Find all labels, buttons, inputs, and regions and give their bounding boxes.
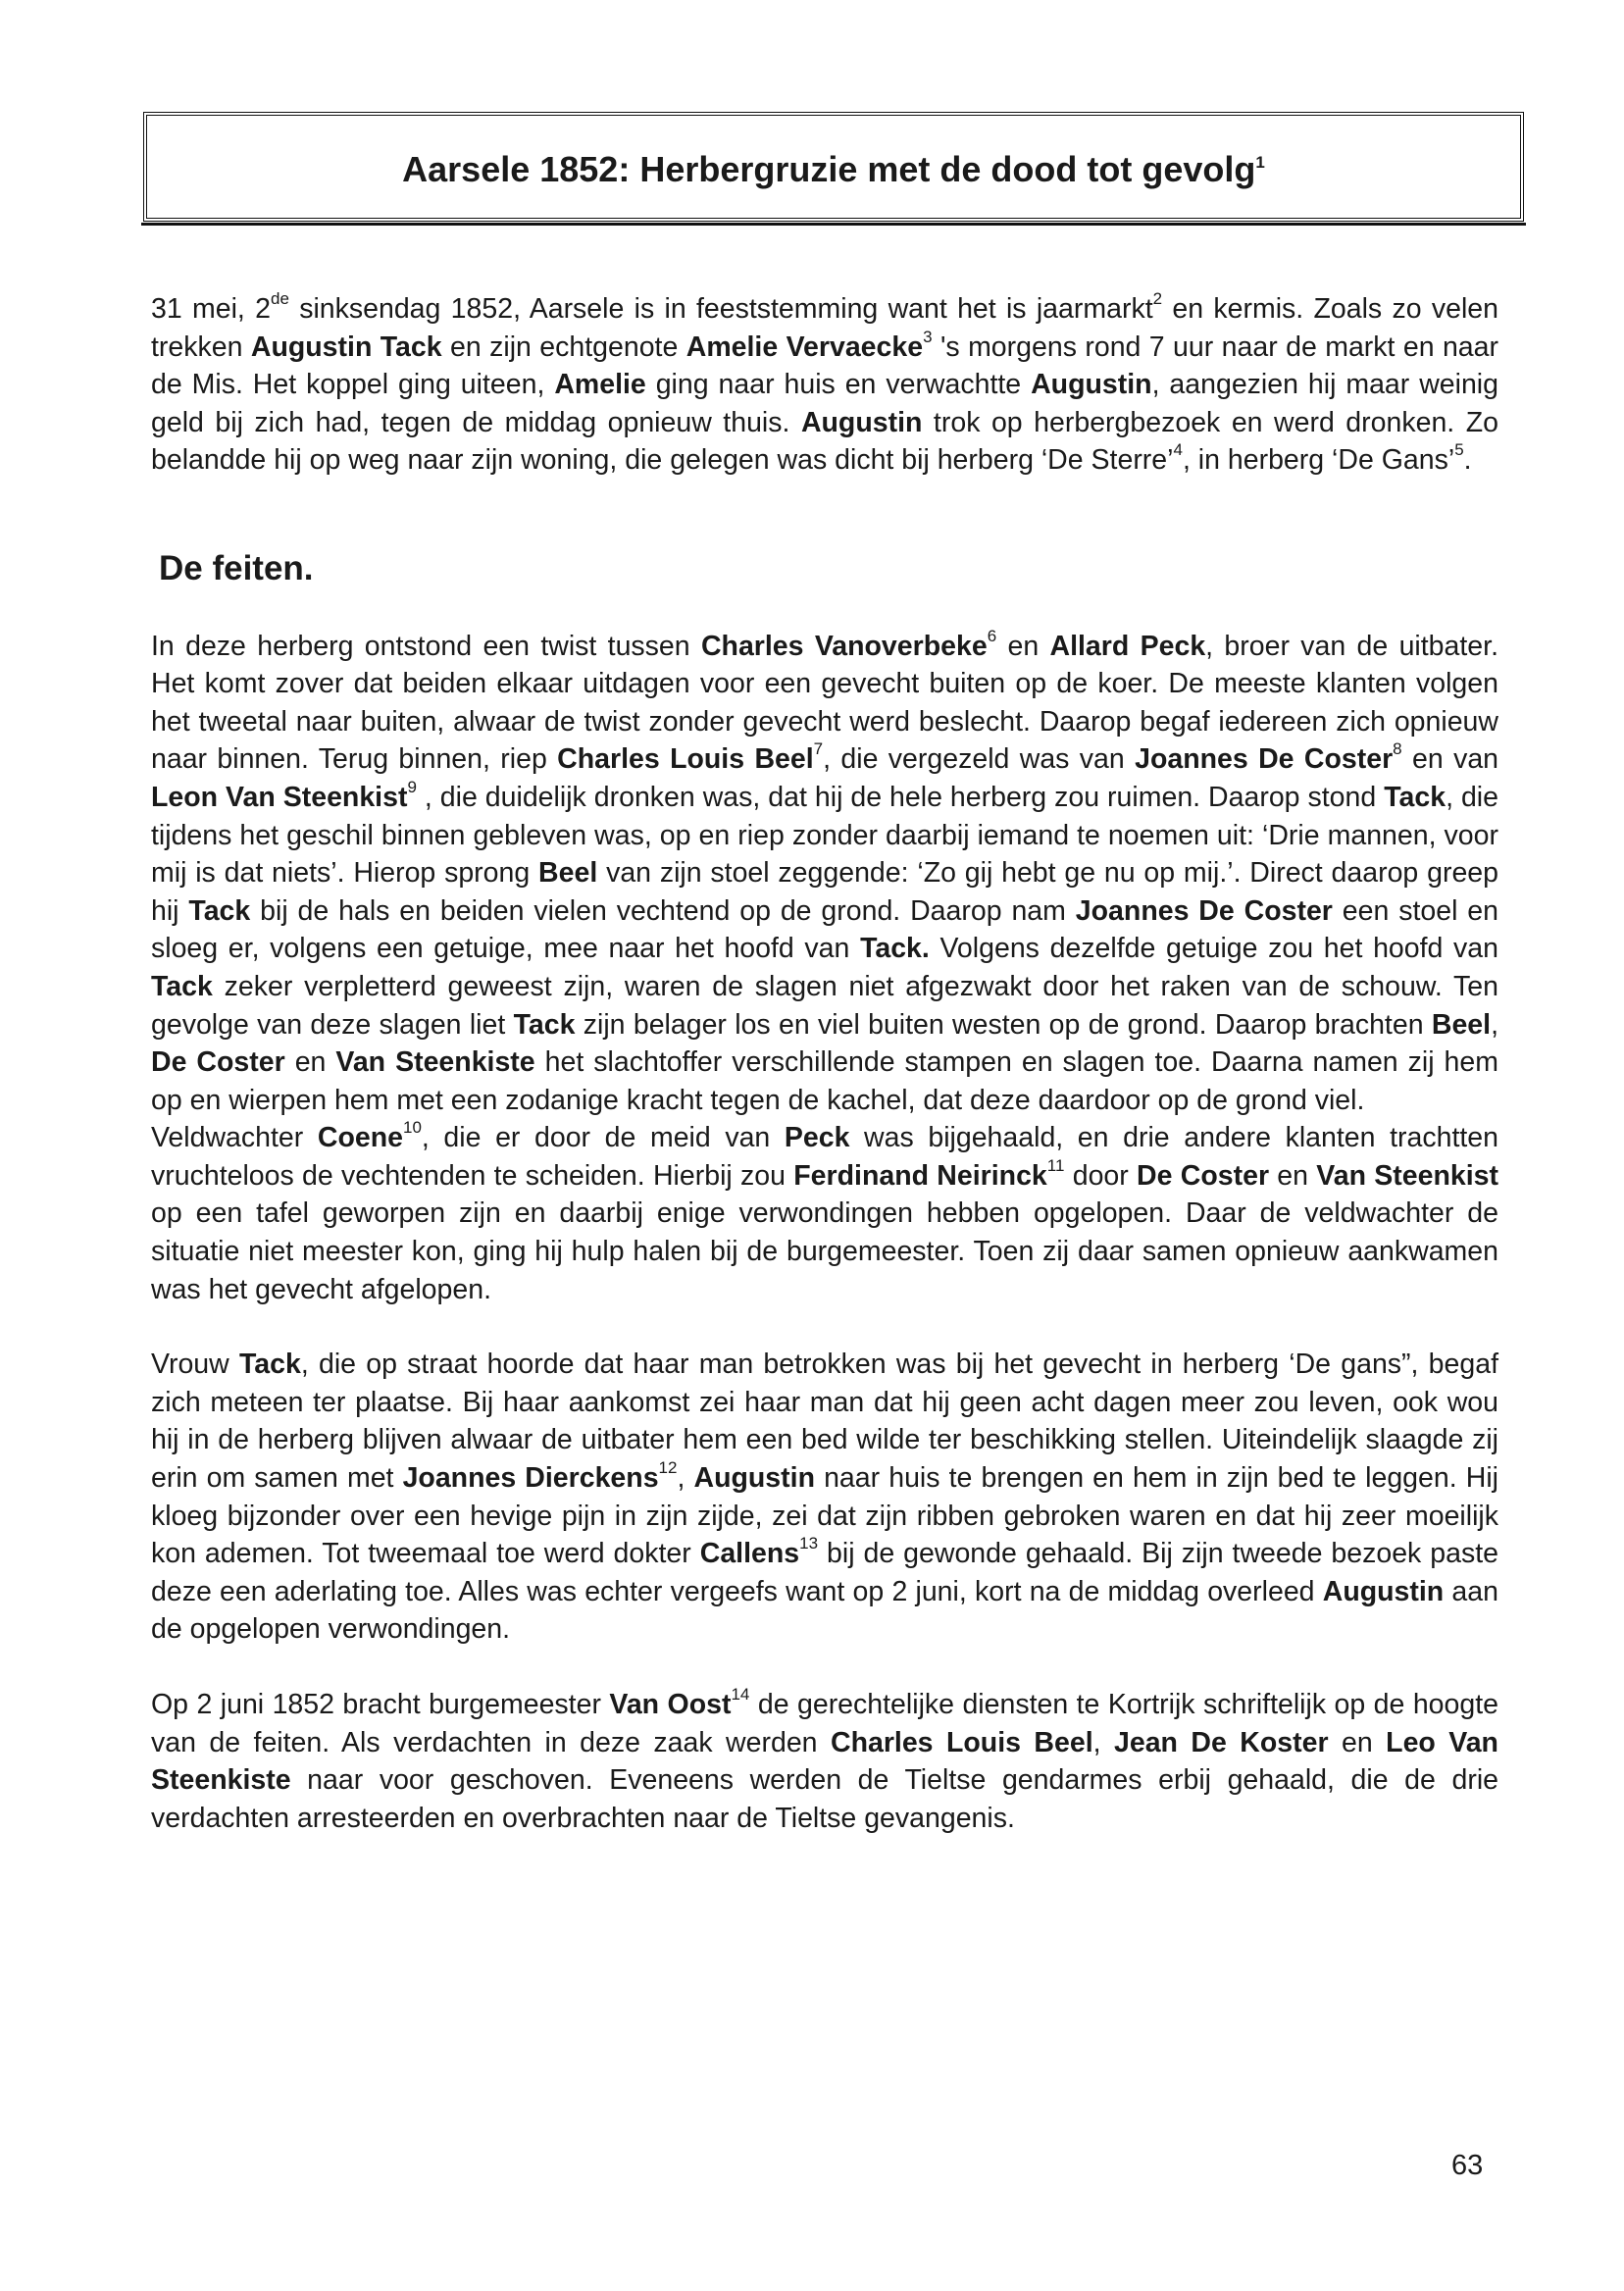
paragraph-wife: Vrouw Tack, die op straat hoorde dat haar man betrokken was bij het gevecht in herberg ‘De gans”, begaf zich meteen ter plaatse. Bij haar aankomst zei haar man dat hij geen acht dagen meer zou leven, ook wou hij in de herberg blijven alwaar de uitbater hem een bed wilde ter beschikking stellen. Uiteindelijk slaagde zij erin om samen met Joannes Dierckens$^{12}$, Augustin naar huis te brengen en hem in zijn bed te leggen. Hij kloeg bijzonder over een hevige pijn in zijn zijde, zei dat zijn ribben gebroken waren en dat hij zeer moeilijk kon ademen. Tot tweemaal toe werd dokter Callens$^{13}$ bij de gewonde gehaald. Bij zijn tweede bezoek paste deze een aderlating toe. Alles was echter vergeefs want op 2 juni, kort na de middag overleed Augustin aan de opgelopen verwondingen.	[151, 1349, 1498, 1646]
paragraph-mayor: Op 2 juni 1852 bracht burgemeester Van Oost$^{14}$ de gerechtelijke diensten te Kortrijk schriftelijk op de hoogte van de feiten. Als verdachten in deze zaak werden Charles Louis Beel, Jean De Koster en Leo Van Steenkiste naar voor geschoven. Eveneens werden de Tieltse gendarmes erbij gehaald, die de drie verdachten arresteerden en overbrachten naar de Tieltse gevangenis.	[151, 1685, 1499, 1834]
footnote-ref: 1	[1255, 153, 1265, 172]
page-title: Aarsele 1852: Herbergruzie met de dood tot gevolg$^1$	[402, 149, 1265, 189]
paragraph-facts: In deze herberg ontstond een twist tussen Charles Vanoverbeke$^6$ en Allard Peck, broer van de uitbater. Het komt zover dat beiden elkaar uitdagen voor een gevecht buiten op de koer. De meeste klanten volgen het tweetal naar buiten, alwaar de twist zonder gevecht werd beslecht. Daarop begaf iedereen zich opnieuw naar binnen. Terug binnen, riep Charles Louis Beel$^7$, die vergezeld was van Joannes De Coster$^8$ en van Leon Van Steenkist$^9$ , die duidelijk dronken was, dat hij de hele herberg zou ruimen. Daarop stond Tack, die tijdens het geschil binnen gebleven was, op en riep zonder daarbij iemand te noemen uit: ‘Drie mannen, voor mij is dat niets’. Hierop sprong Beel van zijn stoel zeggende: ‘Zo gij hebt ge nu op mij.’. Direct daarop greep hij Tack bij de hals en beiden vielen vechtend op de grond. Daarop nam Joannes De Coster een stoel en sloeg er, volgens een getuige, mee naar het hoofd van Tack. Volgens dezelfde getuige zou het hoofd van Tack zeker verpletterd geweest zijn, waren de slagen niet afgezwakt door het raken van de schouw. Ten gevolge van deze slagen liet Tack zijn belager los en viel buiten westen op de grond. Daarop brachten Beel, De Coster en Van Steenkiste het slachtoffer verschillende stampen en slagen toe. Daarna namen zij hem op en wierpen hem met een zodanige kracht tegen de kachel, dat deze daardoor op de grond viel.	[151, 626, 1499, 1116]
section-heading: De feiten.	[159, 548, 314, 587]
paragraph-fieldguard: Veldwachter Coene$^{10}$, die er door de meid van Peck was bijgehaald, en drie andere klanten trachtten vruchteloos de vechtenden te scheiden. Hierbij zou Ferdinand Neirinck$^{11}$ door De Coster en Van Steenkist op een tafel geworpen zijn en daarbij enige verwondingen hebben opgelopen. Daar de veldwachter de situatie niet meester kon, ging hij hulp halen bij de burgemeester. Toen zij daar samen opnieuw aankwamen was het gevecht afgelopen.	[151, 1118, 1498, 1305]
title-box	[143, 112, 1524, 222]
page-number: 63	[1451, 2150, 1484, 2181]
paragraph-intro: 31 mei, 2de sinksendag 1852, Aarsele is in feeststemming want het is jaarmarkt$^2$ en kermis. Zoals zo velen trekken Augustin Tack en zijn echtgenote Amelie Vervaecke$^3$ 's morgens rond 7 uur naar de markt en naar de Mis. Het koppel ging uiteen, Amelie ging naar huis en verwachtte Augustin, aangezien hij maar weinig geld bij zich had, tegen de middag opnieuw thuis. Augustin trok op herbergbezoek en werd dronken. Zo belandde hij op weg naar zijn woning, die gelegen was dicht bij herberg ‘De Sterre’$^4$, in herberg ‘De Gans’$^5$.	[151, 289, 1498, 477]
article-body	[151, 290, 1498, 1837]
